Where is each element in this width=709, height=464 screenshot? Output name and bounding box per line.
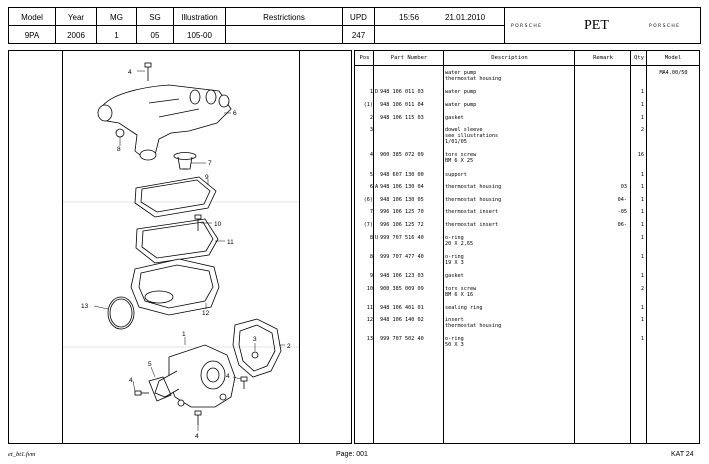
row-description: dowel sleeve see illustrations 1/01/05 [445,127,499,145]
col-header-remark: Remark [593,55,613,61]
time-text: 15:56 [399,13,420,22]
header-label-mg: MG [110,13,123,22]
header-value-sg: 05 [150,31,160,40]
row-remark: 04- [617,197,627,203]
row-qty: 1 [640,336,644,342]
row-pos: 11 [366,305,373,311]
row-part-number: 948 106 011 03 [380,89,424,95]
row-description: gasket [445,115,464,121]
illustration-panel [8,50,352,444]
header-label-year: Year [67,13,85,22]
header-label-restrictions: Restrictions [263,13,305,22]
gasket-upper-part [135,177,216,217]
callout-4-left: 4 [129,377,133,384]
row-part-number: 999 707 516 40 [380,235,424,241]
footer-kat: KAT 24 [671,451,694,458]
callout-7: 7 [208,160,212,167]
row-pos: (1) [363,102,373,108]
callout-10: 10 [214,221,222,228]
row-description: o-ring 19 X 3 [445,254,464,266]
timestamp-divider [375,25,504,26]
callout-5: 5 [148,361,152,368]
row-pos: (6) [363,197,373,203]
row-pos: 13 [366,336,373,342]
porsche-logo-left: PORSCHE [511,24,543,29]
timestamp-box [375,8,505,43]
row-description: water pump [445,102,477,108]
row-qty: 1 [640,102,644,108]
row-pos: 4 [369,152,373,158]
header-label-sg: SG [149,13,161,22]
header-value-illustration: 105-00 [187,31,212,40]
row-description: thermostat housing [445,197,502,203]
gasket-lower-inner [239,325,275,371]
row-description: thermostat housing [445,184,502,190]
header-underline [355,65,699,66]
row-pos: 9 [369,273,373,279]
header-cell-mg [97,8,137,43]
row-flag: U [374,235,379,241]
footer-file: et_bt1.fvm [8,451,36,458]
sealing-ring-inner [142,222,213,258]
col-header-part: Part Number [390,55,428,61]
header-value-mg: 1 [114,31,119,40]
row-qty: 1 [640,115,644,121]
row-pos: 1 [369,89,373,95]
row-part-number: 996 106 125 70 [380,209,424,215]
col-header-desc: Description [491,55,528,61]
row-pos: 10 [366,286,373,292]
row-pos: 12 [366,317,373,323]
col-divider-part [374,51,444,443]
row-description: thermostat insert [445,222,499,228]
row-description: insert thermostat housing [445,317,502,329]
callout-4-top: 4 [128,69,132,76]
row-pos: 6 [369,184,373,190]
gasket-upper-inner [141,180,210,212]
row-part-number: 996 106 125 72 [380,222,424,228]
header-cell-upd [343,8,375,43]
o-ring-large-inner [110,299,132,327]
col-header-pos: Pos [359,55,370,61]
callout-8: 8 [117,146,121,153]
header-value-model: 9PA [24,31,40,40]
row-description: sealing ring [445,305,483,311]
row-part-number: 948 106 130 05 [380,197,424,203]
footer-page: Page: 001 [336,451,368,458]
header-label-model: Model [21,13,43,22]
row-flag: A [374,184,379,190]
row-part-number: 900 385 072 09 [380,152,424,158]
model-note: MA4.00/50 [659,70,688,76]
row-description: thermostat insert [445,209,499,215]
row-qty: 1 [640,235,644,241]
row-qty: 1 [640,89,644,95]
row-pos: (7) [363,222,373,228]
row-description: torx screw BM 6 X 25 [445,152,477,164]
date-text: 21.01.2010 [445,13,486,22]
row-description: o-ring 50 X 3 [445,336,464,348]
callout-4-right: 4 [226,373,230,380]
header-cell-illustration [174,8,226,43]
row-pos: 8 [369,254,373,260]
row-qty: 1 [640,273,644,279]
header-cell-sg [137,8,174,43]
row-part-number: 948 106 123 03 [380,273,424,279]
row-pos: 7 [369,209,373,215]
row-pos: 2 [369,115,373,121]
row-description: o-ring 20 X 2,65 [445,235,474,247]
row-part-number: 999 707 502 40 [380,336,424,342]
row-part-number: 948 106 130 04 [380,184,424,190]
header-cell-year [56,8,97,43]
row-description: torx screw BM 6 X 16 [445,286,477,298]
row-remark: 06- [617,222,627,228]
torx-screw-part [145,63,151,81]
row-qty: 1 [640,305,644,311]
callout-1: 1 [182,331,186,338]
app-title: PET [584,18,609,33]
row-part-number: 948 106 140 02 [380,317,424,323]
row-qty: 1 [640,317,644,323]
col-divider-desc [444,51,575,443]
row-qty: 1 [640,254,644,260]
row-description: support [445,172,467,178]
row-part-number: 948 607 130 00 [380,172,424,178]
col-divider-qty [631,51,647,443]
callout-6: 6 [233,110,237,117]
gasket-lower-part [233,319,281,377]
parts-list-panel [354,50,700,444]
header-value-year: 2006 [67,31,85,40]
row-flag: D [374,89,379,95]
row-description: water pump thermostat housing [445,70,502,82]
row-qty: 1 [640,197,644,203]
dowel-sleeve-part [252,352,258,358]
row-qty: 1 [640,172,644,178]
callout-13: 13 [81,303,89,310]
row-remark: -05 [617,209,627,215]
thermostat-insert-part [174,153,196,170]
row-part-number: 900 385 009 09 [380,286,424,292]
callout-12: 12 [202,310,210,317]
o-ring-small-part [116,129,124,137]
header-value-upd: 247 [351,31,366,40]
exploded-diagram [9,51,351,443]
row-part-number: 948 106 401 01 [380,305,424,311]
header-bar [8,7,701,44]
row-description: water pump [445,89,477,95]
header-cell-model [9,8,56,43]
callout-2: 2 [287,343,291,350]
row-pos: 8 [369,235,373,241]
row-qty: 1 [640,209,644,215]
col-header-qty: Qty [634,55,644,61]
row-remark: 03 [620,184,627,190]
row-part-number: 999 707 477 40 [380,254,424,260]
callout-4-bottom: 4 [195,433,199,440]
callout-9: 9 [205,174,209,181]
header-label-upd: UPD [350,13,367,22]
porsche-logo-right: PORSCHE [649,24,681,29]
header-label-illustration: Illustration [181,13,218,22]
row-part-number: 948 106 115 03 [380,115,424,121]
row-pos: 3 [369,127,373,133]
row-qty: 1 [640,222,644,228]
row-qty: 16 [637,152,644,158]
callout-3: 3 [253,336,257,343]
col-divider-pos [355,51,374,443]
callout-11: 11 [227,239,234,246]
row-part-number: 948 106 011 04 [380,102,424,108]
water-pump-part [155,345,235,407]
row-qty: 2 [640,286,644,292]
row-qty: 2 [640,127,644,133]
row-description: gasket [445,273,464,279]
col-header-model: Model [664,55,682,61]
o-ring-large-part [108,297,134,329]
col-divider-remark [575,51,631,443]
row-pos: 5 [369,172,373,178]
row-qty: 1 [640,184,644,190]
header-cell-restrictions [226,8,343,43]
